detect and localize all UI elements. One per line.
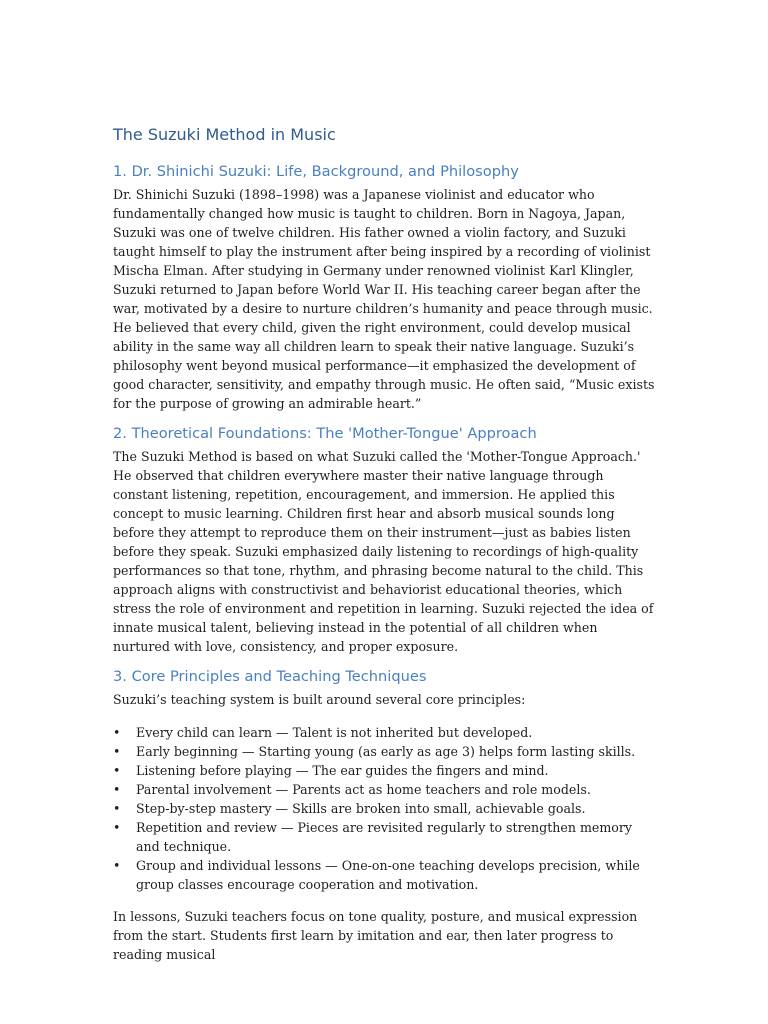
- section-2-heading: 2. Theoretical Foundations: The 'Mother-Tongue' Approach: [113, 425, 537, 442]
- bullet-icon: •: [113, 744, 121, 759]
- section-3-heading: 3. Core Principles and Teaching Techniques: [113, 668, 427, 685]
- section-1-paragraph: Dr. Shinichi Suzuki (1898–1998) was a Japanese violinist and educator who fundamentally changed how music is taught to children. Born in Nagoya, Japan, Suzuki was one of twelve children. His father owned a violin factory, and Suzuki taught himself to play the instrument after being inspired by a recording of violinist Mischa Elman. After studying in Germany under renowned violinist Karl Klingler, Suzuki returned to Japan before World War II. His teaching career began after the war, motivated by a desire to nurture children’s humanity and peace through music. He believed that every child, given the right environment, could develop musical ability in the same way all children learn to speak their native language. Suzuki’s philosophy went beyond musical performance—it emphasized the development of good character, sensitivity, and empathy through music. He often said, “Music exists for the purpose of growing an admirable heart.”: [113, 187, 655, 411]
- list-item: [113, 818, 658, 856]
- list-item-text: Every child can learn — Talent is not inherited but developed.: [136, 725, 533, 740]
- list-item: [113, 856, 658, 894]
- bullet-icon: •: [113, 782, 121, 797]
- section-3-closing-paragraph: In lessons, Suzuki teachers focus on tone quality, posture, and musical expression from the start. Students first learn by imitation and ear, then later progress to reading musical: [113, 909, 638, 962]
- list-item-text: Listening before playing — The ear guides the fingers and mind.: [136, 763, 549, 778]
- list-item: [113, 742, 658, 761]
- list-item: [113, 761, 658, 780]
- bullet-icon: •: [113, 801, 121, 816]
- bullet-icon: •: [113, 820, 121, 835]
- list-item-text: Repetition and review — Pieces are revisited regularly to strengthen memory and technique.: [136, 820, 633, 854]
- bullet-icon: •: [113, 725, 121, 740]
- list-item-text: Step-by-step mastery — Skills are broken into small, achievable goals.: [136, 801, 586, 816]
- section-1-heading: 1. Dr. Shinichi Suzuki: Life, Background, and Philosophy: [113, 163, 519, 180]
- list-item-text: Parental involvement — Parents act as home teachers and role models.: [136, 782, 591, 797]
- section-3-intro: Suzuki’s teaching system is built around several core principles:: [113, 692, 526, 707]
- bullet-icon: •: [113, 763, 121, 778]
- document-title: The Suzuki Method in Music: [113, 125, 336, 144]
- list-item-text: Group and individual lessons — One-on-one teaching develops precision, while group classes encourage cooperation and motivation.: [136, 858, 640, 892]
- section-2-paragraph: The Suzuki Method is based on what Suzuki called the 'Mother-Tongue Approach.' He observed that children everywhere master their native language through constant listening, repetition, encouragement, and immersion. He applied this concept to music learning. Children first hear and absorb musical sounds long before they attempt to reproduce them on their instrument—just as babies listen before they speak. Suzuki emphasized daily listening to recordings of high-quality performances so that tone, rhythm, and phrasing become natural to the child. This approach aligns with constructivist and behaviorist educational theories, which stress the role of environment and repetition in learning. Suzuki rejected the idea of innate musical talent, believing instead in the potential of all children when nurtured with love, consistency, and proper exposure.: [113, 449, 654, 654]
- principles-list: [113, 723, 658, 894]
- list-item: [113, 799, 658, 818]
- document-body: [113, 124, 658, 975]
- list-item-text: Early beginning — Starting young (as early as age 3) helps form lasting skills.: [136, 744, 636, 759]
- list-item: [113, 780, 658, 799]
- bullet-icon: •: [113, 858, 121, 873]
- list-item: [113, 723, 658, 742]
